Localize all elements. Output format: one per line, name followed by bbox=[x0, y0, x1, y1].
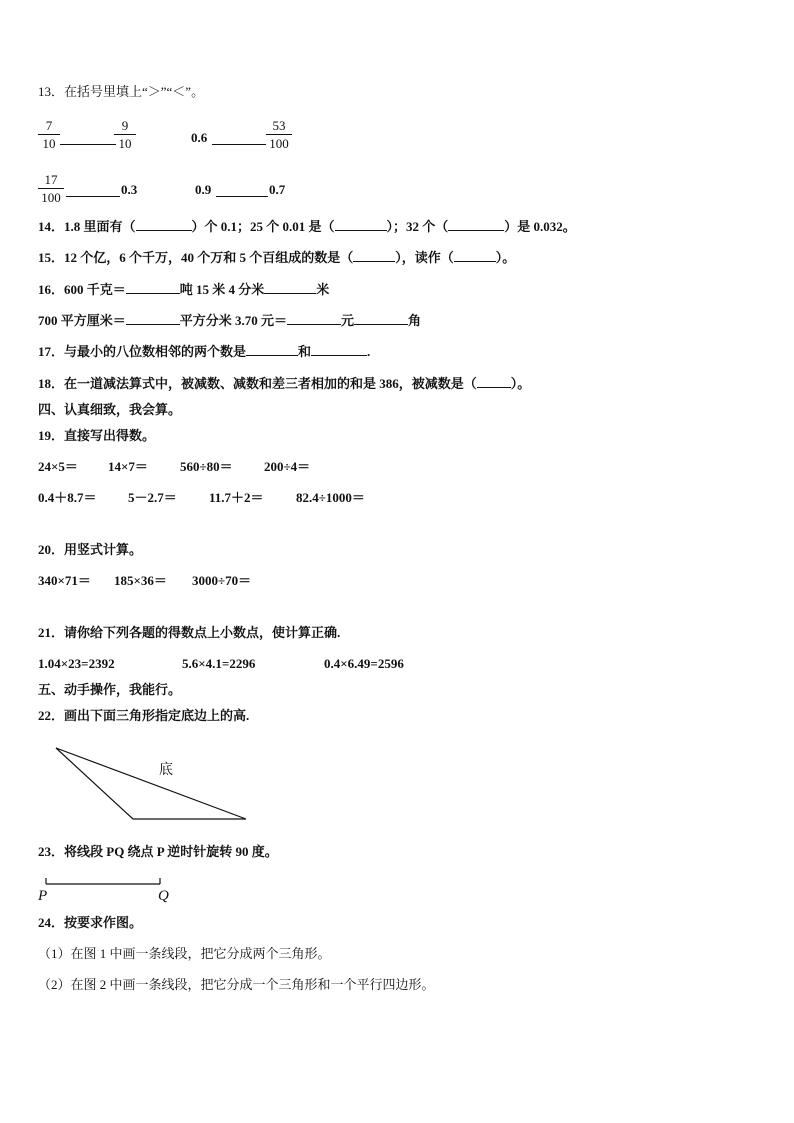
point-p-label: P bbox=[38, 888, 48, 904]
q14-part: ）是 0.032。 bbox=[504, 219, 576, 234]
q19-item: 5－2.7＝ bbox=[128, 490, 177, 505]
q17-part: . bbox=[367, 344, 371, 359]
numerator: 17 bbox=[44, 172, 58, 187]
value-0-7: 0.7 bbox=[269, 182, 286, 197]
q24-title: 24．按要求作图。 bbox=[38, 915, 143, 930]
q24-item-2: （2）在图 2 中画一条线段，把它分成一个三角形和一个平行四边形。 bbox=[38, 977, 435, 992]
denominator: 100 bbox=[269, 136, 289, 151]
q16-part: 平方分米 3.70 元＝ bbox=[179, 313, 288, 328]
q20-item: 340×71＝ bbox=[38, 573, 91, 588]
denominator: 10 bbox=[118, 136, 132, 151]
q19-item: 200÷4＝ bbox=[264, 459, 311, 474]
q19-item: 14×7＝ bbox=[108, 459, 148, 474]
q20-item: 185×36＝ bbox=[114, 573, 167, 588]
q19-item: 24×5＝ bbox=[38, 459, 78, 474]
q19-item: 0.4＋8.7＝ bbox=[38, 490, 97, 505]
q21-item: 5.6×4.1=2296 bbox=[182, 656, 256, 671]
q13-title: 13．在括号里填上“＞”“＜”。 bbox=[38, 84, 205, 99]
q14-part: 14．1.8 里面有（ bbox=[38, 219, 136, 234]
section-4-heading: 四、认真细致，我会算。 bbox=[38, 402, 182, 417]
q16-part: 元 bbox=[341, 313, 355, 328]
q17-part: 17．与最小的八位数相邻的两个数是 bbox=[38, 344, 247, 359]
q19-item: 11.7＋2＝ bbox=[209, 490, 264, 505]
denominator: 10 bbox=[42, 136, 56, 151]
q16-part: 吨 15 米 4 分米 bbox=[179, 282, 265, 297]
numerator: 7 bbox=[45, 118, 53, 133]
q16-part: 米 bbox=[316, 282, 330, 297]
q23-title: 23．将线段 PQ 绕点 P 逆时针旋转 90 度。 bbox=[38, 844, 278, 859]
value-0-3: 0.3 bbox=[121, 182, 138, 197]
numerator: 53 bbox=[272, 118, 286, 133]
q21-item: 0.4×6.49=2596 bbox=[324, 656, 404, 671]
q15-part: ）。 bbox=[495, 250, 516, 265]
q18-part: 18．在一道减法算式中，被减数、减数和差三者相加的和是 386，被减数是（ bbox=[38, 376, 477, 391]
q14-part: ）；32 个（ bbox=[386, 219, 449, 234]
q19-title: 19．直接写出得数。 bbox=[38, 428, 156, 443]
value-0-6: 0.6 bbox=[191, 130, 208, 145]
value-0-9: 0.9 bbox=[195, 182, 212, 197]
q19-item: 560÷80＝ bbox=[180, 459, 233, 474]
section-5-heading: 五、动手操作，我能行。 bbox=[38, 682, 182, 697]
q18-part: ）。 bbox=[510, 376, 531, 391]
numerator: 9 bbox=[121, 118, 129, 133]
q24-item-1: （1）在图 1 中画一条线段，把它分成两个三角形。 bbox=[38, 946, 331, 961]
q14-part: ）个 0.1；25 个 0.01 是（ bbox=[191, 219, 335, 234]
q17-part: 和 bbox=[298, 344, 312, 359]
q20-item: 3000÷70＝ bbox=[192, 573, 252, 588]
q16-part: 16．600 千克＝ bbox=[38, 282, 126, 297]
q16-part: 700 平方厘米＝ bbox=[38, 313, 126, 328]
q19-item: 82.4÷1000＝ bbox=[296, 490, 365, 505]
denominator: 100 bbox=[41, 190, 61, 205]
q15-part: ），读作（ bbox=[395, 250, 454, 265]
q15-part: 15．12 个亿，6 个千万，40 个万和 5 个百组成的数是（ bbox=[38, 250, 354, 265]
base-label: 底 bbox=[159, 763, 173, 778]
q21-item: 1.04×23=2392 bbox=[38, 656, 115, 671]
q20-title: 20．用竖式计算。 bbox=[38, 542, 143, 557]
point-q-label: Q bbox=[158, 888, 169, 904]
q22-title: 22．画出下面三角形指定底边上的高. bbox=[38, 708, 250, 723]
q21-title: 21．请你给下列各题的得数点上小数点，使计算正确. bbox=[38, 625, 341, 640]
q16-part: 角 bbox=[408, 313, 422, 328]
